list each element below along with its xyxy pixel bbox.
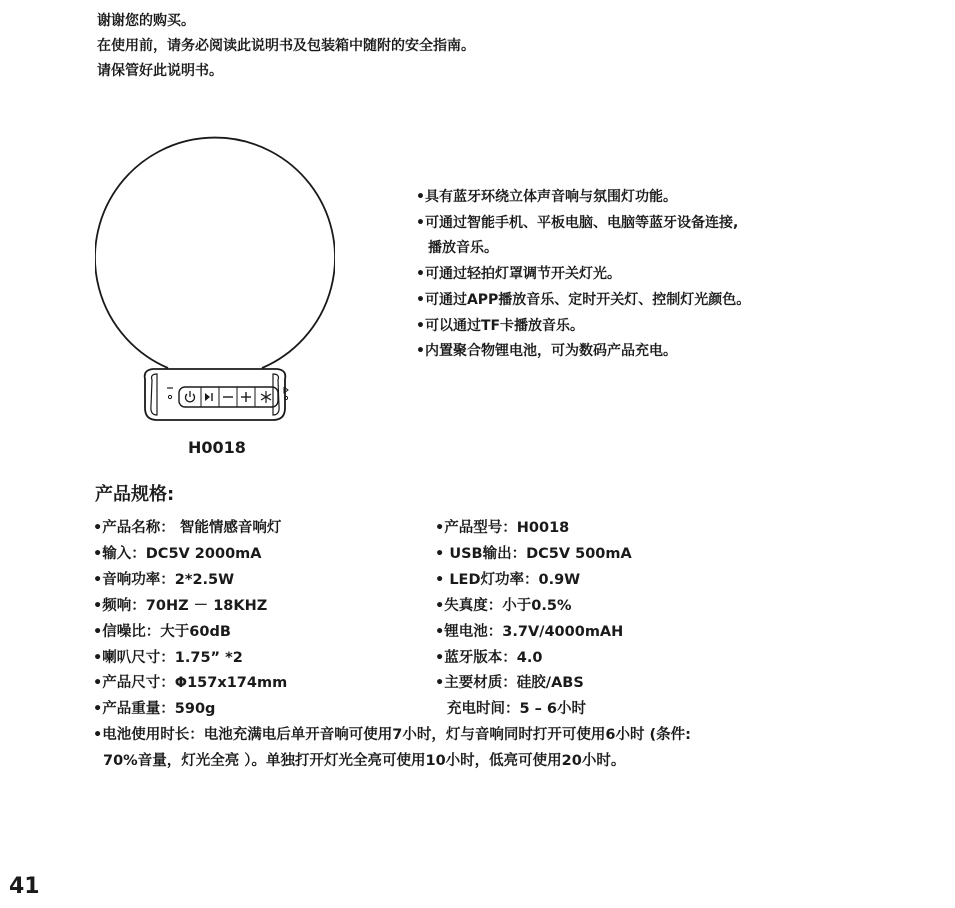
battery-line-2: 70%音量，灯光全亮 ）。单独打开灯光全亮可使用10小时，低亮可使用20小时。 bbox=[103, 752, 626, 769]
feature-item: •具有蓝牙环绕立体声音响与氛围灯功能。 bbox=[416, 189, 677, 205]
intro-line-1: 谢谢您的购买。 bbox=[97, 13, 195, 29]
spec-item: • LED灯功率：0.9W bbox=[435, 571, 581, 588]
play-pause-icon[interactable] bbox=[205, 393, 212, 401]
spec-title: 产品规格: bbox=[95, 484, 175, 505]
model-caption: H0018 bbox=[188, 438, 246, 457]
feature-item: •可通过APP播放音乐、定时开关灯、控制灯光颜色。 bbox=[416, 291, 751, 308]
spec-item: •锂电池：3.7V/4000mAH bbox=[435, 623, 624, 640]
spec-item: •主要材质：硅胶/ABS bbox=[435, 675, 584, 692]
spec-item: •信噪比：大于60dB bbox=[93, 623, 231, 640]
spec-item: •产品型号：H0018 bbox=[435, 520, 570, 536]
power-icon[interactable] bbox=[186, 391, 195, 402]
feature-item: •内置聚合物锂电池，可为数码产品充电。 bbox=[416, 343, 677, 360]
mic-icon bbox=[167, 388, 173, 399]
feature-item: •可通过轻拍灯罩调节开关灯光。 bbox=[416, 266, 621, 283]
spec-item: •输入：DC5V 2000mA bbox=[93, 545, 262, 562]
feature-item: •可以通过TF卡播放音乐。 bbox=[416, 317, 585, 334]
intro-line-2: 在使用前，请务必阅读此说明书及包装箱中随附的安全指南。 bbox=[97, 38, 475, 54]
intro-line-3: 请保管好此说明书。 bbox=[97, 63, 223, 79]
spec-item: •产品名称： 智能情感音响灯 bbox=[93, 520, 282, 536]
lamp-shade bbox=[95, 138, 335, 368]
spec-item: •失真度：小于0.5% bbox=[435, 597, 572, 614]
intro-text bbox=[97, 9, 475, 84]
spec-item: •产品重量：590g bbox=[93, 701, 216, 718]
spec-item: •蓝牙版本：4.0 bbox=[435, 649, 543, 666]
spec-item: • USB输出：DC5V 500mA bbox=[435, 545, 632, 562]
product-illustration bbox=[95, 136, 335, 436]
spec-list-right bbox=[435, 516, 632, 723]
spec-item-continued: 充电时间：5 – 6小时 bbox=[447, 701, 587, 718]
spec-item: •喇叭尺寸：1.75” *2 bbox=[93, 649, 243, 666]
plus-icon[interactable] bbox=[241, 392, 251, 402]
feature-item: •可通过智能手机、平板电脑、电脑等蓝牙设备连接, bbox=[416, 214, 739, 231]
spec-item: •音响功率：2*2.5W bbox=[93, 571, 235, 588]
light-icon[interactable] bbox=[261, 391, 271, 403]
feature-item-continued: 播放音乐。 bbox=[428, 240, 498, 257]
battery-life-note bbox=[93, 723, 691, 775]
spec-item: •频响：70HZ － 18KHZ bbox=[93, 597, 268, 614]
spec-item: •产品尺寸：Φ157x174mm bbox=[93, 675, 288, 692]
feature-list bbox=[416, 185, 750, 365]
lamp-base bbox=[145, 369, 286, 420]
spec-list-left bbox=[93, 516, 287, 723]
battery-line-1: •电池使用时长：电池充满电后单开音响可使用7小时，灯与音响同时打开可使用6小时 (条件: bbox=[93, 727, 691, 743]
page-number: 41 bbox=[9, 874, 40, 899]
